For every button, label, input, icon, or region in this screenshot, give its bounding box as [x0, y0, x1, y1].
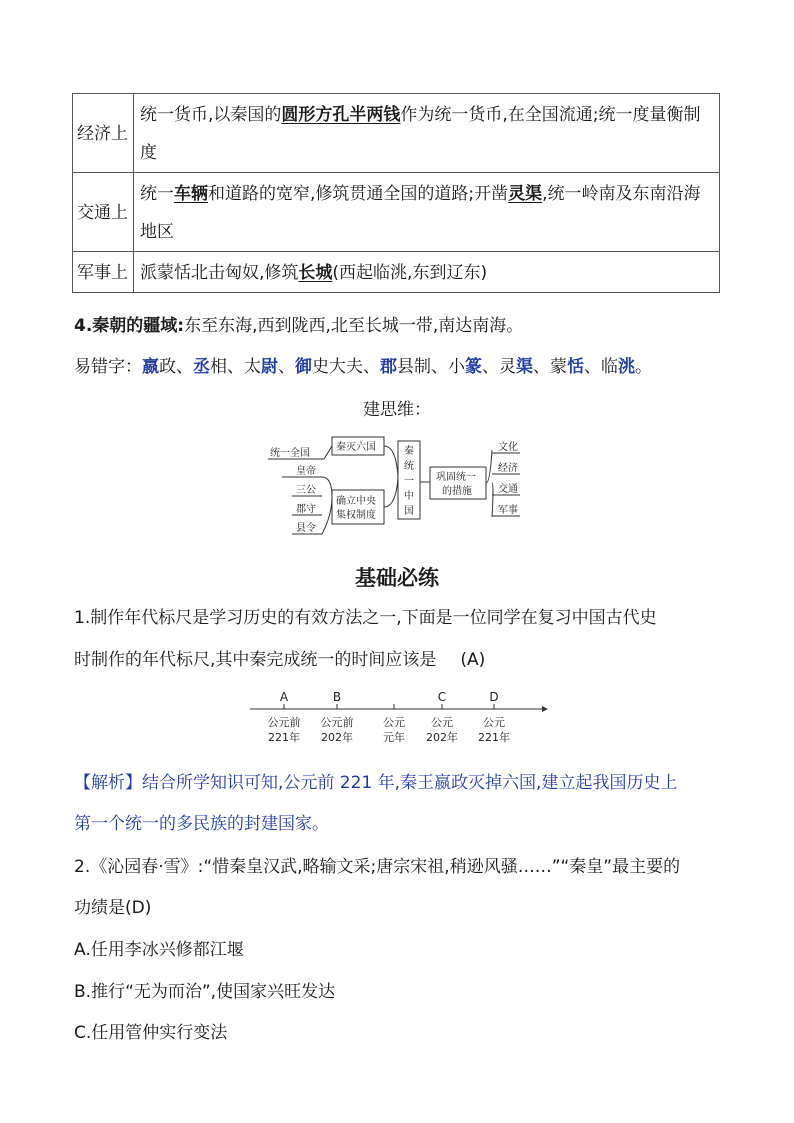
- q1-answer: (A): [460, 650, 486, 670]
- mindmap-title: 建思维：: [363, 400, 431, 420]
- timeline-label-bottom: 221年: [268, 731, 300, 744]
- keyword: 车辆: [174, 184, 208, 204]
- typo-item: 御史大夫: [295, 357, 363, 377]
- typo-highlight: 郡: [380, 357, 397, 377]
- mindmap-measures: 的措施: [442, 486, 472, 497]
- typo-highlight: 洮: [618, 357, 635, 377]
- timeline-letter: D: [489, 690, 499, 704]
- timeline: [244, 688, 550, 748]
- typo-item: 小篆: [448, 357, 482, 377]
- typo-highlight: 恬: [567, 357, 584, 377]
- mindmap-box-mid: 集权制度: [336, 510, 376, 521]
- typo-highlight: 尉: [261, 357, 278, 377]
- row-category: 经济上: [73, 94, 134, 173]
- table-row: [73, 94, 720, 173]
- q1-line1: 1.制作年代标尺是学习历史的有效方法之一,下面是一位同学在复习中国古代史: [74, 608, 657, 628]
- mindmap-center-char: 一: [404, 476, 414, 487]
- mindmap-box-top: 秦灭六国: [336, 442, 376, 453]
- timeline-letter: A: [279, 690, 289, 704]
- row-content: 统一车辆和道路的宽窄,修筑贯通全国的道路;开凿灵渠,统一岭南及东南沿海地区: [134, 173, 720, 252]
- typo-item: 太尉: [244, 357, 278, 377]
- q2-line1: 2.《沁园春·雪》:“惜秦皇汉武,略输文采;唐宗宋祖,稍逊风骚……”“秦皇”最主要的: [74, 857, 681, 877]
- typo-highlight: 篆: [465, 357, 482, 377]
- timeline-label-top: 公元: [431, 716, 453, 729]
- typo-highlight: 渠: [516, 357, 533, 377]
- row-category: 军事上: [73, 252, 134, 293]
- table-row: [73, 173, 720, 252]
- territory-text: 东至东海,西到陇西,北至长城一带,南达南海。: [184, 316, 524, 336]
- qin-measures-table: [72, 93, 720, 293]
- timeline-label-bottom: 202年: [426, 731, 458, 744]
- section-title: 基础必练: [355, 566, 439, 590]
- timeline-label-bottom: 221年: [478, 731, 510, 744]
- mindmap-left-item: 皇帝: [296, 466, 316, 477]
- row-category: 交通上: [73, 173, 134, 252]
- q2-line2: 功绩是(D): [74, 898, 152, 918]
- typo-item: 嬴政: [142, 357, 176, 377]
- mindmap-center-char: 秦: [404, 446, 414, 457]
- typo-label: 易错字：: [74, 357, 142, 377]
- typo-highlight: 嬴: [142, 357, 159, 377]
- keyword: 长城: [298, 263, 333, 283]
- mindmap-left-item: 县令: [296, 523, 316, 534]
- q2-option-c: C.任用管仲实行变法: [74, 1023, 228, 1043]
- timeline-letter: C: [437, 690, 447, 704]
- timeline-label-bottom: 202年: [321, 731, 353, 744]
- typo-item: 蒙恬: [550, 357, 584, 377]
- typo-item: 临洮。: [601, 357, 652, 377]
- timeline-letter: B: [332, 690, 342, 704]
- q1-line2: 时制作的年代标尺,其中秦完成统一的时间应该是 (A): [74, 650, 486, 670]
- typo-item: 丞相: [193, 357, 227, 377]
- row-content: 统一货币,以秦国的圆形方孔半两钱作为统一货币,在全国流通;统一度量衡制度: [134, 94, 720, 173]
- timeline-label-top: 公元: [483, 716, 505, 729]
- row-content: 派蒙恬北击匈奴,修筑长城(西起临洮,东到辽东): [134, 252, 720, 293]
- territory-label: 4.秦朝的疆域:: [74, 316, 185, 336]
- timeline-label-bottom: 元年: [383, 731, 405, 744]
- typo-list: 嬴政、丞相、太尉、御史大夫、郡县制、小篆、灵渠、蒙恬、临洮。: [142, 357, 652, 377]
- mindmap-center-char: 中: [404, 491, 414, 502]
- mindmap-right-item: 军事: [498, 505, 518, 516]
- table-row: [73, 252, 720, 293]
- typo-line: [74, 355, 652, 379]
- timeline-label-top: 公元: [383, 716, 405, 729]
- mindmap-right-item: 经济: [498, 463, 518, 474]
- mindmap-box-mid: 确立中央: [336, 496, 376, 507]
- q2-option-a: A.任用李冰兴修都江堰: [74, 940, 244, 960]
- mindmap-left-top: 统一全国: [270, 448, 310, 459]
- typo-highlight: 丞: [193, 357, 210, 377]
- mindmap-right-item: 交通: [498, 484, 518, 495]
- typo-item: 郡县制: [380, 357, 431, 377]
- timeline-label-top: 公元前: [267, 716, 301, 729]
- territory-line: [74, 314, 523, 338]
- typo-item: 灵渠: [499, 357, 533, 377]
- mindmap-measures: 巩固统一: [436, 472, 476, 483]
- mindmap-left-item: 郡守: [296, 504, 316, 515]
- q2-option-b: B.推行“无为而治”,使国家兴旺发达: [74, 982, 336, 1002]
- typo-highlight: 御: [295, 357, 312, 377]
- mindmap-left-item: 三公: [296, 485, 316, 496]
- analysis-tag: 【解析】: [74, 773, 142, 793]
- keyword: 圆形方孔半两钱: [281, 105, 401, 125]
- keyword: 灵渠: [508, 184, 543, 204]
- q1-analysis-line1: 【解析】结合所学知识可知,公元前 221 年,秦王嬴政灭掉六国,建立起我国历史上: [74, 773, 678, 793]
- q1-analysis-line2: 第一个统一的多民族的封建国家。: [74, 814, 329, 834]
- mindmap-center-char: 统: [404, 461, 414, 472]
- mindmap-right-item: 文化: [498, 442, 518, 453]
- timeline-label-top: 公元前: [320, 716, 354, 729]
- mindmap-diagram: [262, 432, 532, 548]
- mindmap-center-char: 国: [404, 506, 414, 517]
